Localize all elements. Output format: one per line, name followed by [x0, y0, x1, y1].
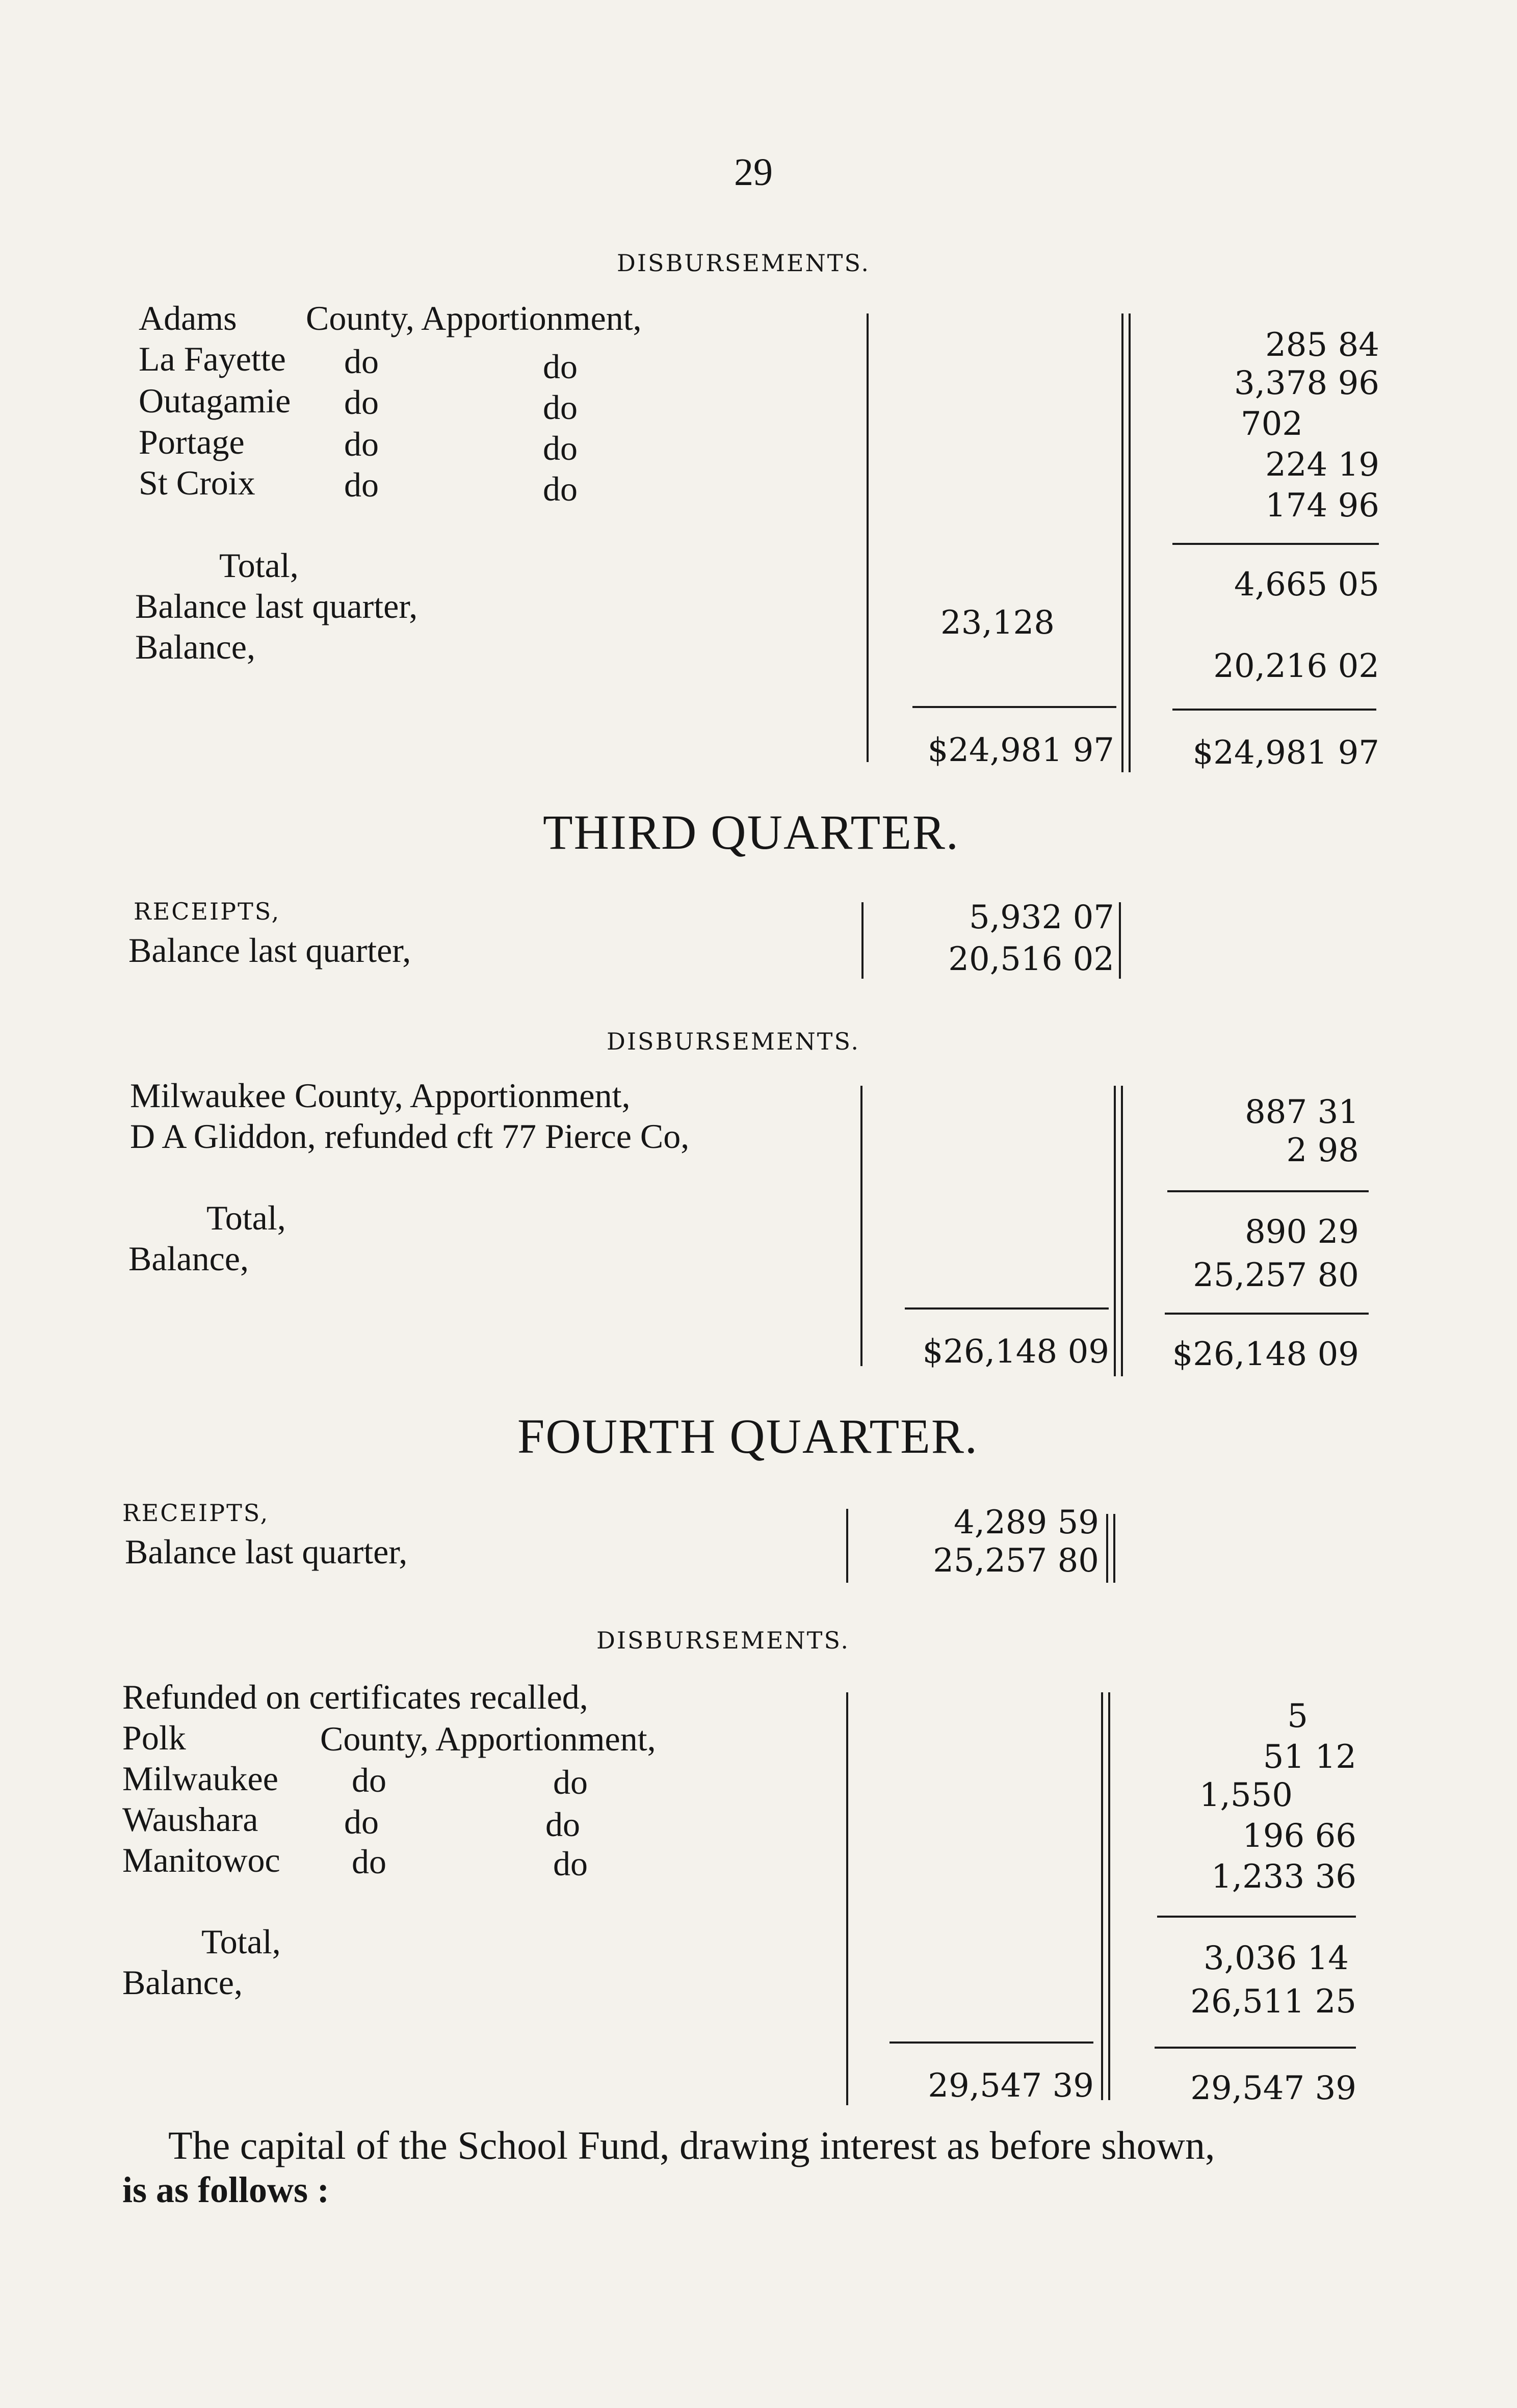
- page-number: 29: [734, 151, 773, 194]
- row-amount: 1,550: [1199, 1776, 1293, 1814]
- row-col3: do: [543, 347, 578, 386]
- refund-amount: 5: [1287, 1697, 1308, 1735]
- column-rule: [1129, 313, 1131, 772]
- row-amount: 1,233 36: [1211, 1858, 1356, 1896]
- balance-amount: 25,257 80: [1193, 1257, 1359, 1294]
- receipts-label: RECEIPTS,: [134, 898, 281, 925]
- row-col2: do: [352, 1761, 386, 1799]
- column-rule: [860, 1086, 862, 1366]
- row-name: La Fayette: [139, 339, 286, 378]
- balance-last-quarter-label: Balance last quarter,: [128, 931, 411, 970]
- sum-left: 29,547 39: [928, 2067, 1094, 2105]
- sum-rule: [1172, 709, 1376, 711]
- row-col3: do: [543, 469, 578, 508]
- row-col2: do: [344, 1802, 379, 1841]
- row-name: St Croix: [139, 463, 255, 502]
- total-label: Total,: [201, 1922, 281, 1961]
- total-label: Total,: [206, 1198, 286, 1237]
- row-col2: do: [352, 1842, 386, 1881]
- closing-paragraph-line-2: is as follows :: [122, 2169, 330, 2210]
- row-amount: 196 66: [1242, 1817, 1356, 1855]
- receipts-label: RECEIPTS,: [122, 1499, 270, 1527]
- fourth-quarter-title: FOURTH QUARTER.: [517, 1409, 978, 1463]
- balance-label: Balance,: [122, 1963, 243, 2002]
- column-rule: [846, 1692, 848, 2105]
- row-amount: 174 96: [1265, 487, 1379, 525]
- row-name: Waushara: [122, 1800, 258, 1839]
- total-rule: [1157, 1916, 1356, 1918]
- balance-amount: 20,216 02: [1213, 647, 1379, 685]
- total-rule: [1172, 543, 1379, 545]
- column-rule: [1113, 1514, 1115, 1583]
- sum-rule: [912, 706, 1116, 708]
- balance-label: Balance,: [128, 1239, 249, 1278]
- disbursements-heading: DISBURSEMENTS.: [617, 249, 870, 277]
- disbursements-heading: DISBURSEMENTS.: [596, 1627, 850, 1654]
- row-name: Portage: [139, 423, 245, 461]
- receipts-amount: 4,289 59: [954, 1504, 1099, 1541]
- sum-left: $26,148 09: [922, 1333, 1109, 1371]
- balance-amount: 26,511 25: [1190, 1983, 1356, 2021]
- row-col2: do: [344, 425, 379, 463]
- row-col3: do: [543, 429, 578, 467]
- row-name: Manitowoc: [122, 1841, 280, 1879]
- sum-rule: [1155, 2047, 1356, 2049]
- row-col3: do: [545, 1805, 580, 1844]
- column-rule: [861, 902, 864, 979]
- column-rule: [867, 313, 869, 762]
- row-amount: 285 84: [1265, 326, 1379, 364]
- row-col3: do: [553, 1763, 588, 1801]
- row-amount: 51 12: [1263, 1738, 1356, 1776]
- row-amount: 702: [1240, 405, 1303, 443]
- column-rule: [1106, 1514, 1108, 1583]
- disbursements-heading: DISBURSEMENTS.: [607, 1028, 860, 1055]
- row-name: Polk: [122, 1718, 186, 1757]
- sum-right: 29,547 39: [1190, 2070, 1356, 2107]
- total-label: Total,: [219, 546, 299, 585]
- sum-rule: [905, 1307, 1109, 1310]
- row-amount: 2 98: [1286, 1132, 1359, 1169]
- column-rule: [1119, 902, 1121, 979]
- row-amount: 3,378 96: [1234, 364, 1379, 402]
- row-col2: County, Apportionment,: [306, 299, 642, 337]
- column-rule: [1114, 1086, 1116, 1376]
- row-col2: County, Apportionment,: [320, 1719, 656, 1758]
- closing-paragraph-line-1: The capital of the School Fund, drawing interest as before shown,: [168, 2123, 1215, 2167]
- row-col3: do: [553, 1844, 588, 1883]
- row-col3: do: [543, 388, 578, 427]
- balance-last-quarter-amount: 20,516 02: [948, 940, 1114, 978]
- row-name: Adams: [139, 299, 237, 337]
- column-rule: [1121, 1086, 1123, 1376]
- balance-last-quarter-label: Balance last quarter,: [125, 1532, 408, 1571]
- row-col2: do: [344, 342, 379, 381]
- column-rule: [1108, 1692, 1110, 2100]
- total-rule: [1167, 1190, 1369, 1192]
- column-rule: [846, 1509, 848, 1583]
- row-label: D A Gliddon, refunded cft 77 Pierce Co,: [130, 1117, 690, 1156]
- row-label: Milwaukee County, Apportionment,: [130, 1076, 631, 1115]
- receipts-amount: 5,932 07: [969, 899, 1114, 936]
- total-amount: 890 29: [1245, 1213, 1359, 1251]
- sum-rule: [1165, 1313, 1369, 1315]
- balance-last-quarter-amount: 23,128: [940, 604, 1055, 642]
- total-amount: 3,036 14: [1204, 1940, 1349, 1977]
- sum-left: $24,981 97: [927, 731, 1114, 769]
- balance-last-quarter-label: Balance last quarter,: [135, 587, 418, 625]
- row-name: Outagamie: [139, 381, 291, 420]
- third-quarter-title: THIRD QUARTER.: [543, 805, 959, 859]
- row-col2: do: [344, 383, 379, 422]
- row-amount: 887 31: [1245, 1093, 1359, 1131]
- column-rule: [1101, 1692, 1103, 2100]
- balance-last-quarter-amount: 25,257 80: [933, 1542, 1099, 1580]
- row-amount: 224 19: [1265, 446, 1379, 484]
- sum-right: $26,148 09: [1172, 1336, 1359, 1373]
- column-rule: [1121, 313, 1123, 772]
- total-amount: 4,665 05: [1234, 566, 1379, 604]
- refund-label: Refunded on certificates recalled,: [122, 1678, 588, 1716]
- row-name: Milwaukee: [122, 1759, 278, 1798]
- row-col2: do: [344, 465, 379, 504]
- balance-label: Balance,: [135, 627, 255, 666]
- sum-right: $24,981 97: [1192, 734, 1379, 772]
- sum-rule: [890, 2041, 1093, 2044]
